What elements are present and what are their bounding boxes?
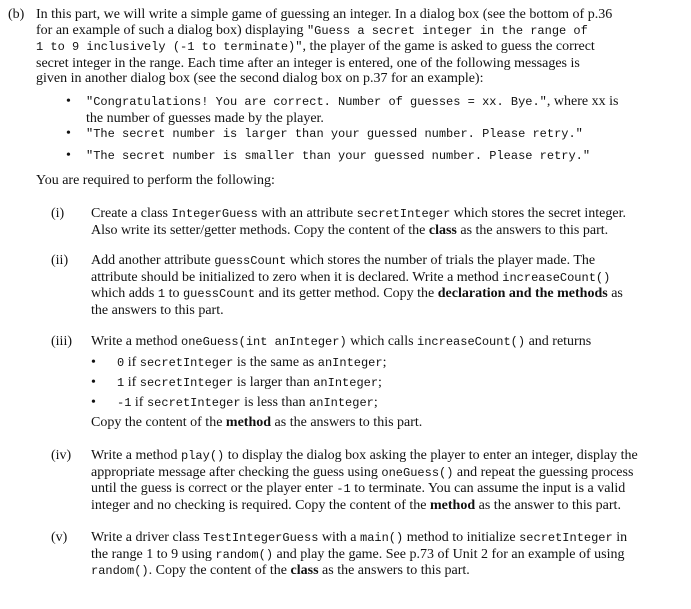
line bbox=[91, 270, 678, 287]
text-span: to bbox=[165, 286, 183, 302]
text-span: appropriate message after checking the guess using bbox=[91, 464, 382, 480]
code-span: "Guess a secret integer in the range of bbox=[306, 23, 588, 38]
text-span: integer and no checking is required. Copy the content of the bbox=[91, 497, 431, 513]
text-span: Also write its setter/getter methods. Copy the content of the bbox=[91, 222, 429, 238]
item-i-text bbox=[91, 206, 678, 238]
line bbox=[91, 498, 678, 514]
text-span: Copy the content of the bbox=[91, 414, 226, 430]
line bbox=[91, 223, 678, 239]
code-span: main() bbox=[360, 531, 404, 545]
text-span: as the answer to this part. bbox=[475, 497, 621, 513]
text-span: in bbox=[612, 530, 628, 545]
code-span: secretInteger bbox=[519, 531, 613, 545]
code-span: anInteger bbox=[313, 375, 379, 390]
code-span: 0 bbox=[117, 355, 125, 370]
return-minus-one-item bbox=[91, 395, 678, 415]
bullet-icon: • bbox=[91, 394, 96, 410]
text-span: Write a method bbox=[91, 448, 182, 463]
code-span: TestIntegerGuess bbox=[203, 531, 319, 545]
return-zero-item bbox=[91, 355, 678, 375]
item-iv bbox=[51, 448, 678, 513]
part-b-line bbox=[36, 23, 680, 40]
text-span: Write a method bbox=[91, 334, 182, 349]
text-span: . Copy the content of the bbox=[148, 563, 291, 579]
text-span: which stores the number of trials the player made. The bbox=[286, 253, 596, 268]
text-span: with a bbox=[318, 530, 360, 545]
code-span: secretInteger bbox=[146, 395, 241, 410]
item-iv-marker: (iv) bbox=[51, 448, 72, 463]
bold-span: declaration and the methods bbox=[437, 286, 608, 302]
text-span: In this part, we will write a simple game of guessing an integer. In a dialog box (see the bottom of p.36 bbox=[36, 7, 613, 22]
text-span: ; bbox=[378, 374, 382, 390]
text-span: and repeat the guessing process bbox=[453, 464, 634, 480]
code-span: random() bbox=[91, 564, 149, 579]
text-span: as the answers to this part. bbox=[318, 563, 470, 579]
text-span: Write a driver class bbox=[91, 530, 204, 545]
bullet-icon: • bbox=[91, 354, 96, 370]
item-ii-marker: (ii) bbox=[51, 253, 69, 268]
item-iii-marker: (iii) bbox=[51, 334, 72, 349]
text-span: Create a class bbox=[91, 206, 172, 221]
return-one-item bbox=[91, 375, 678, 395]
code-span: random() bbox=[215, 547, 274, 562]
item-iii-footer bbox=[91, 415, 678, 431]
line bbox=[91, 303, 678, 319]
text-span: the range 1 to 9 using bbox=[91, 546, 216, 562]
text-span: secret integer in the range. Each time after an integer is entered, one of the following messages is bbox=[36, 55, 580, 71]
item-v-text bbox=[91, 530, 678, 580]
line bbox=[91, 286, 678, 303]
text-span: to terminate. You can assume the input is a valid bbox=[350, 481, 626, 497]
bullet-row bbox=[66, 148, 676, 165]
message-bullet-correct-cont bbox=[66, 111, 676, 127]
part-b-line bbox=[36, 7, 680, 23]
part-b-line bbox=[36, 71, 680, 87]
bullet-icon: • bbox=[66, 148, 71, 163]
text-span: and returns bbox=[525, 334, 592, 349]
text-span: , where xx is bbox=[546, 94, 619, 109]
return-value-list bbox=[91, 355, 678, 415]
code-span: "Congratulations! You are correct. Number of guesses = xx. Bye." bbox=[86, 95, 547, 109]
line bbox=[91, 481, 678, 498]
code-span: increaseCount() bbox=[417, 335, 526, 349]
text-span: is larger than bbox=[233, 374, 314, 390]
text-span: as bbox=[607, 286, 623, 302]
line bbox=[91, 206, 678, 223]
part-b-paragraph bbox=[36, 7, 680, 87]
code-span: 1 bbox=[157, 287, 166, 302]
text-span: to display the dialog box asking the player to enter an integer, display the bbox=[224, 448, 638, 463]
code-span: anInteger bbox=[317, 355, 383, 370]
line bbox=[91, 530, 678, 547]
item-v bbox=[51, 530, 678, 580]
text-span: is the same as bbox=[233, 354, 318, 370]
text-span: with an attribute bbox=[257, 206, 357, 221]
item-iii-text bbox=[91, 334, 678, 351]
text-span: for an example of such a dialog box) displaying bbox=[36, 22, 307, 38]
code-span: 1 to 9 inclusively (-1 to terminate)" bbox=[36, 40, 303, 55]
code-span: secretInteger bbox=[356, 207, 451, 221]
bullet-icon: • bbox=[66, 94, 71, 109]
message-bullet-list bbox=[66, 94, 676, 126]
text-span: as the answers to this part. bbox=[271, 414, 423, 430]
text-span: which adds bbox=[91, 286, 158, 302]
item-i-marker: (i) bbox=[51, 206, 65, 221]
bold-span: class bbox=[428, 222, 457, 238]
text-span: which calls bbox=[346, 334, 418, 349]
text-span: and its getter method. Copy the bbox=[255, 286, 438, 302]
code-span: -1 bbox=[336, 482, 351, 497]
message-bullet-larger bbox=[66, 126, 676, 143]
part-b-intro bbox=[8, 7, 680, 87]
code-span: IntegerGuess bbox=[171, 207, 258, 221]
line bbox=[91, 563, 678, 580]
code-span: oneGuess() bbox=[381, 465, 454, 480]
text-span: as the answers to this part. bbox=[456, 222, 609, 238]
item-i bbox=[51, 206, 678, 238]
text-span: ; bbox=[382, 354, 387, 370]
message-bullet-smaller bbox=[66, 148, 676, 165]
item-ii bbox=[51, 253, 678, 318]
part-b-line bbox=[36, 39, 680, 56]
line bbox=[91, 334, 678, 351]
line bbox=[91, 253, 678, 270]
text-span: if bbox=[124, 374, 140, 390]
text-span: if bbox=[131, 394, 147, 410]
text-span: the number of guesses made by the player. bbox=[86, 110, 324, 126]
code-span: anInteger bbox=[309, 395, 374, 410]
text-span: Add another attribute bbox=[91, 253, 215, 268]
line bbox=[91, 547, 678, 564]
text-span: is less than bbox=[240, 394, 310, 410]
required-heading: You are required to perform the following: bbox=[36, 173, 275, 188]
text-span: and play the game. See p.73 of Unit 2 for an example of using bbox=[273, 546, 625, 562]
text-span: method to initialize bbox=[403, 530, 520, 545]
code-span: play() bbox=[181, 449, 225, 463]
code-span: secretInteger bbox=[139, 375, 234, 390]
text-span: ; bbox=[373, 394, 378, 410]
part-b-line bbox=[36, 56, 680, 72]
bullet-icon: • bbox=[91, 374, 96, 390]
line bbox=[91, 465, 678, 482]
line bbox=[91, 415, 678, 431]
text-span: given in another dialog box (see the second dialog box on p.37 for an example): bbox=[36, 71, 484, 87]
item-v-marker: (v) bbox=[51, 530, 68, 545]
code-span: secretInteger bbox=[139, 355, 234, 370]
bold-span: class bbox=[290, 563, 319, 579]
text-span: attribute should be initialized to zero when it is declared. Write a method bbox=[91, 269, 503, 285]
bold-span: method bbox=[225, 414, 272, 430]
code-span: "The secret number is smaller than your guessed number. Please retry." bbox=[86, 149, 591, 163]
text-span: until the guess is correct or the player enter bbox=[91, 481, 337, 497]
item-iv-text bbox=[91, 448, 678, 513]
bullet-icon: • bbox=[66, 126, 71, 141]
item-ii-text bbox=[91, 253, 678, 318]
text-span: , the player of the game is asked to guess the correct bbox=[302, 39, 595, 55]
message-bullet-correct bbox=[66, 94, 676, 111]
line bbox=[91, 448, 678, 465]
code-span: guessCount bbox=[214, 254, 287, 268]
text-span: if bbox=[124, 354, 140, 370]
code-span: "The secret number is larger than your guessed number. Please retry." bbox=[86, 127, 583, 141]
part-b-marker: (b) bbox=[8, 7, 25, 22]
text-span: the answers to this part. bbox=[91, 302, 224, 318]
bold-span: method bbox=[430, 497, 476, 513]
code-span: guessCount bbox=[182, 287, 255, 302]
text-span: which stores the secret integer. bbox=[450, 206, 626, 221]
bullet-row bbox=[66, 126, 676, 143]
code-span: -1 bbox=[117, 395, 132, 410]
item-iii bbox=[51, 334, 678, 430]
code-span: oneGuess(int anInteger) bbox=[181, 335, 347, 349]
code-span: increaseCount() bbox=[502, 270, 611, 285]
code-span: 1 bbox=[117, 375, 125, 390]
